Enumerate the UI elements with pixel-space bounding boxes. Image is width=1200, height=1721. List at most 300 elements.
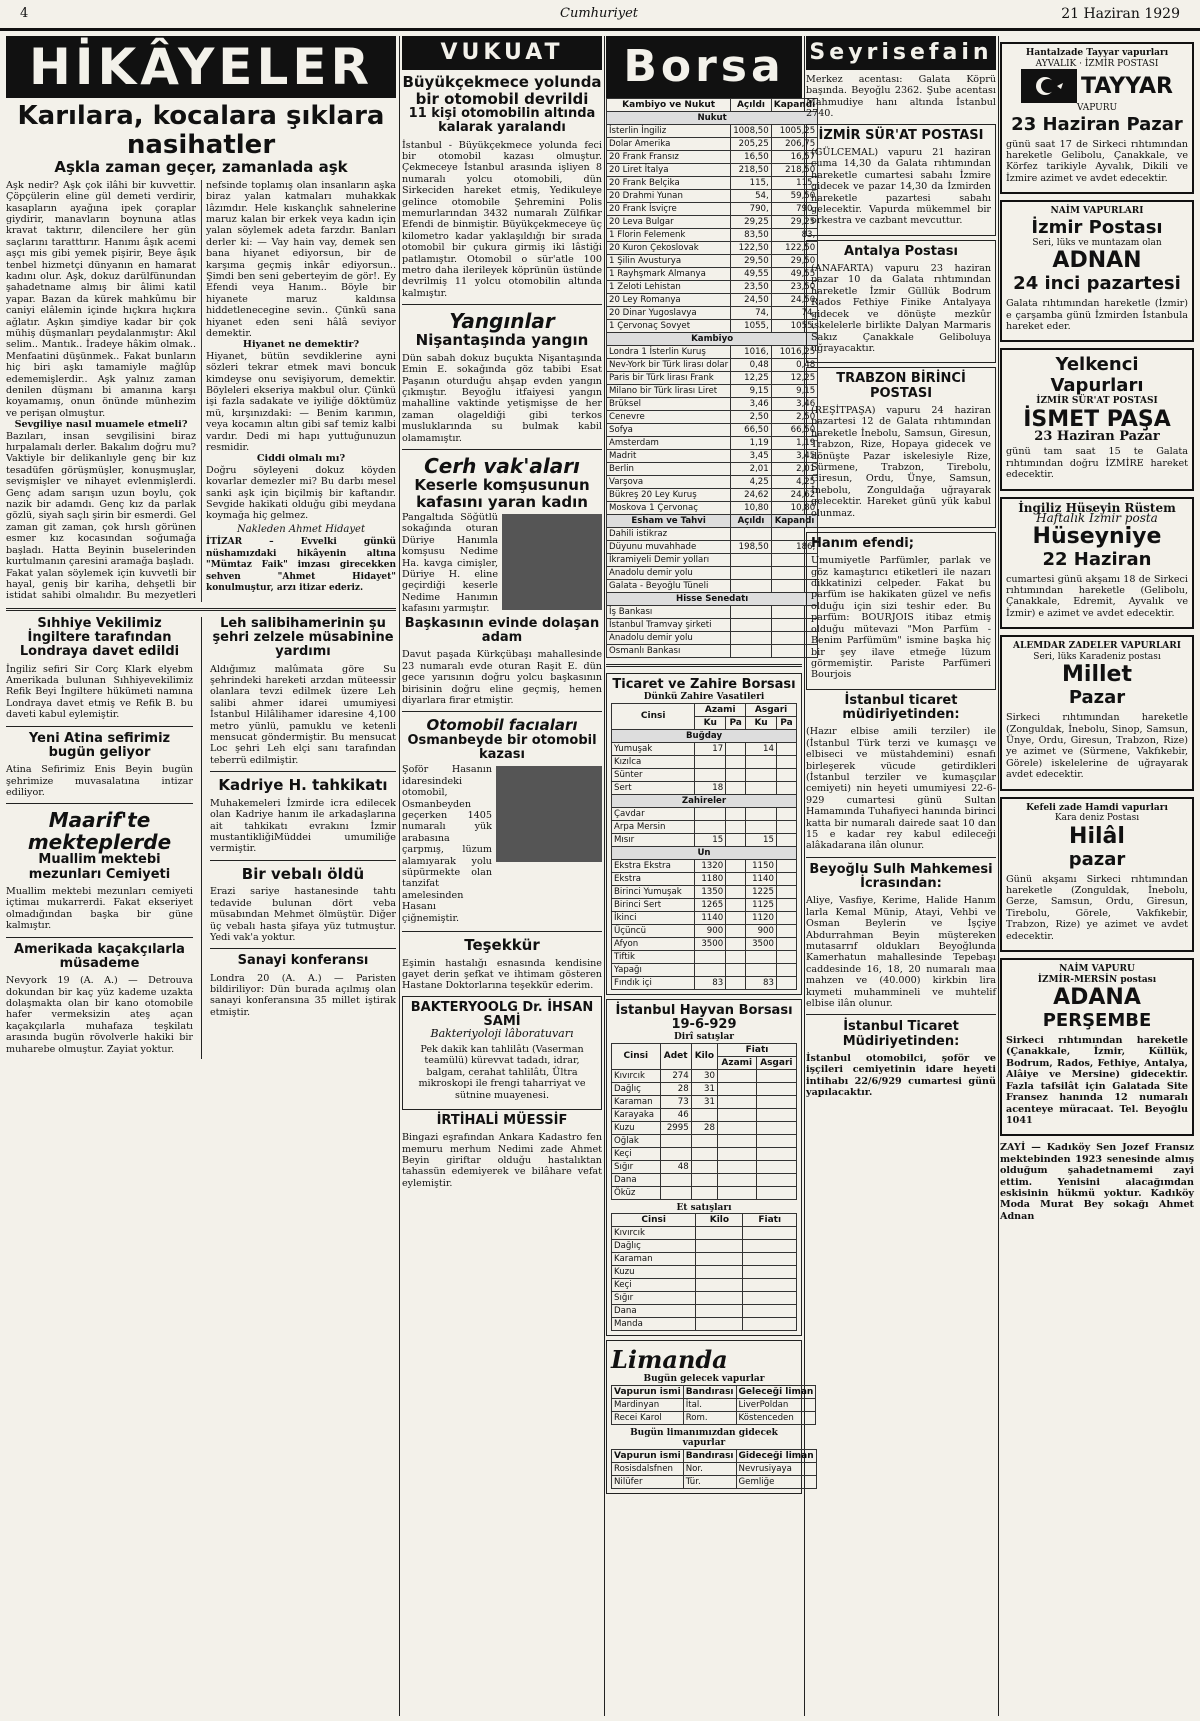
table-row <box>612 1318 797 1331</box>
news-headline: Otomobil facıaları <box>426 716 578 735</box>
table-cell: 0,48 <box>771 359 818 372</box>
col-header: Geleceği liman <box>736 1385 816 1398</box>
huseyniye-ad <box>1000 497 1194 630</box>
table-cell: Hisse Senedatı <box>607 593 818 606</box>
table-row <box>612 1462 817 1475</box>
table-cell: Nukut <box>607 112 818 125</box>
news-text: Erazi sariye hastanesinde tahtı tedavide bulunan dört veba müsabından Mehmet ölmüştür. Diğer üç vebalı hasta şifaya yüz tutmuştur. Yedi vak'a yoktur. <box>209 886 396 943</box>
table-cell: Kızılca <box>612 755 695 768</box>
table-row <box>607 203 818 216</box>
table-row <box>607 125 818 138</box>
story-question: Sevgiliye nasıl muamele etmeli? <box>14 419 188 431</box>
news-text: Şoför Hasanın idaresindeki otomobil, Osmanbeyden geçerken 1405 numaralı yük arabasına çarpmış, lüzum alamıyarak yolu süpürmekte olan tanzifat amelesinden Hasanı çiğnemiştir. <box>402 764 492 924</box>
ad-text: Sirkeci rıhtımından hareketle (Zonguldak, İnebolu, Sinop, Samsun, Ünye, Ordu, Giresun, Trabzon, Rize) ye azimet ve (Sürmene, Vakfıkebir, Görele) iskelelerine de uğrayarak avdet edecektir. <box>1006 712 1188 781</box>
table-cell: Anadolu demir yolu <box>607 632 731 645</box>
table-cell <box>756 1186 796 1199</box>
table-cell: 46 <box>660 1108 691 1121</box>
table-cell: 1120 <box>746 911 777 924</box>
table-cell: 29,25 <box>731 216 772 229</box>
table-cell: 31 <box>691 1095 717 1108</box>
col-subheader: Azami <box>717 1056 756 1069</box>
table-cell: 14 <box>746 742 777 755</box>
news-headline: Cerh vak'aları <box>424 454 580 479</box>
table-cell: 23,50 <box>771 281 818 294</box>
table-cell: 20 Frank İsviçre <box>607 203 731 216</box>
table-cell: 9,15 <box>771 385 818 398</box>
table-row <box>612 885 797 898</box>
notice-text: (REŞİTPAŞA) vapuru 24 haziran pazartesi 12 de Galata rıhtımından hareketle İnebolu, Samsun, Giresun, Trabzon, Rize, Hopaya gidecek ve dönüşte Pazar iskelesiyle Rize, Sürmene, Trabzon, Tirebolu, Giresun, Ordu, Ünye, Samsun, İnebolu, Zonguldağa uğrayarak gelecektir. Hareket günü yük kabul olunmaz. <box>811 404 991 519</box>
table-row <box>612 1411 816 1424</box>
table-cell: Dana <box>612 1305 696 1318</box>
table-cell: Dana <box>612 1173 661 1186</box>
table-cell <box>691 1134 717 1147</box>
hayvan-table <box>611 1043 797 1200</box>
table-cell: 48 <box>660 1160 691 1173</box>
notice-text: İstanbul otomobilci, şoför ve işçileri cemiyetinin idare heyeti intihabı 22/6/929 cumartesi günü yapılacaktır. <box>806 1053 996 1099</box>
vukuat-column <box>402 36 602 1716</box>
table-section-row <box>612 846 797 859</box>
table-cell <box>726 937 746 950</box>
news-headline: Leh salibihamerinin şu şehri zelzele müsabinine yardımı <box>212 615 394 660</box>
table-cell <box>746 755 777 768</box>
news-headline: Maarif'te mekteplerde <box>27 808 172 855</box>
table-cell: 20 Kuron Çekoslovak <box>607 242 731 255</box>
ad-route: İZMİR-MERSİN postası <box>1037 974 1157 985</box>
table-cell: 3,46 <box>731 398 772 411</box>
ad-route: Haftalık İzmir posta <box>1036 511 1158 526</box>
table-cell <box>776 820 796 833</box>
story-paragraph: Fakat yalan söylemek için kuvvetli bir hayal, geniş bir kariha, dehşetli bir istidat sahibi olmalıdır. Bu mezyetleri nefsinde toplamış olan insanların aşka biraz yalan katmaları muhakkak lâzımdır. Hele kıskançlık sahnelerine maruz kalan bir erkek veya kadın için yalan söylemek adeta farzdır. Banları derler ki: — Vay hain vay, demek sen bana hiyanet ediyorsun, bir de karşıma geçmiş inkâr ediyorsun.. Şimdi ben seni geberteyim de gör!. Ey Efendi veya Hanım.. Böyle bir hiyanete maruz kaldınsa hiddetlenecegine sevin.. Çünkü sana hiyanet eden seni hâlâ seviyor demektir. <box>6 179 396 602</box>
zahire-table <box>611 703 797 990</box>
table-cell <box>726 872 746 885</box>
table-section-row <box>607 593 818 606</box>
table-cell <box>746 781 777 794</box>
table-cell: 2,50 <box>771 411 818 424</box>
table-cell: 2,01 <box>731 463 772 476</box>
table-cell: 10,80 <box>731 502 772 515</box>
arriving-ships-table <box>611 1385 816 1425</box>
table-cell: 30 <box>691 1069 717 1082</box>
table-cell: Kıvırcık <box>612 1069 661 1082</box>
ad-ship-name: Hilâl <box>1069 823 1125 849</box>
table-cell <box>776 885 796 898</box>
table-row <box>607 216 818 229</box>
table-cell: 790, <box>771 203 818 216</box>
table-cell <box>756 1134 796 1147</box>
table-cell: 17 <box>695 742 726 755</box>
col-header: Vapurun ismi <box>612 1449 684 1462</box>
table-cell: 206,75 <box>771 138 818 151</box>
table-cell: Esham ve Tahvi <box>607 515 731 528</box>
table-cell <box>743 1292 797 1305</box>
table-cell <box>776 768 796 781</box>
adana-ad <box>1000 958 1194 1136</box>
table-cell: Buğday <box>612 729 797 742</box>
table-row <box>607 372 818 385</box>
ad-company: Yelkenci Vapurları <box>1050 354 1144 397</box>
table-cell: Londra 1 İsterlin Kuruş <box>607 346 731 359</box>
table-row <box>607 138 818 151</box>
ad-company: Hantalzade Tayyar vapurları <box>1025 48 1169 58</box>
story-correction: İTİZAR – Evvelki günkü nüshamızdaki hikâyenin altına "Mümtaz Faik" imzası girecekken sehven "Ahmet Hidayet" konulmuştur, arzı itizar ederiz. <box>206 537 396 593</box>
table-row <box>607 567 818 580</box>
notice-title: TRABZON BİRİNCİ POSTASI <box>836 371 966 401</box>
table-cell: 115, <box>771 177 818 190</box>
col-header: Bandırası <box>683 1385 736 1398</box>
table-cell: Dağlıç <box>612 1240 696 1253</box>
news-text: Nevyork 19 (A. A.) — Detrouva dokundan bir kaç yüz kademe uzakta dolaşmakta olan bir kano otomobile hafer vermeksizin ateş açan kaçakçılarla muhafaza teşkilatı arasında bugün rövolverle hakiki bir muharebe olmuştur. Zayiat yoktur. <box>6 975 193 1055</box>
table-cell <box>756 1082 796 1095</box>
table-cell: 20 Dinar Yugoslavya <box>607 307 731 320</box>
table-cell: Kapandı <box>771 515 818 528</box>
table-section-row <box>612 794 797 807</box>
col-header: Adet <box>660 1043 691 1069</box>
story-body <box>6 180 396 602</box>
table-cell <box>726 833 746 846</box>
table-row <box>607 424 818 437</box>
table-cell: 20 Leva Bulgar <box>607 216 731 229</box>
news-headline: Büyükçekmece yolunda bir otomobil devrildi <box>402 73 602 108</box>
table-section-row <box>607 112 818 125</box>
table-cell <box>717 1082 756 1095</box>
col-header: Fiatı <box>743 1214 797 1227</box>
table-cell: 29,25 <box>771 216 818 229</box>
table-row <box>612 1279 797 1292</box>
table-cell: 1008,50 <box>731 125 772 138</box>
table-cell <box>660 1173 691 1186</box>
news-headline: Yangınlar <box>449 309 555 334</box>
table-row <box>612 807 797 820</box>
table-row <box>607 294 818 307</box>
table-cell: Varşova <box>607 476 731 489</box>
table-row <box>607 645 818 658</box>
table-row <box>612 924 797 937</box>
ad-company: ALEMDAR ZADELER VAPURLARI <box>1013 641 1181 652</box>
news-text: Muhakemeleri İzmirde icra edilecek olan Kadriye hanım ile arkadaşlarına ait tahkikatı evrakını İzmir mustantikliğiMüddei umumiliğe vermiştir. <box>209 797 396 855</box>
table-cell: Birinci Sert <box>612 898 695 911</box>
table-row <box>612 1069 797 1082</box>
table-cell <box>776 859 796 872</box>
table-cell: 4,25 <box>771 476 818 489</box>
divider <box>806 1014 996 1015</box>
table-cell <box>726 742 746 755</box>
notice-title: Beyoğlu Sulh Mahkemesi İcrasından: <box>809 861 993 892</box>
news-subheadline: 11 kişi otomobilin altında kalarak yaralandı <box>408 106 596 136</box>
table-cell: İsterlin İngiliz <box>607 125 731 138</box>
table-cell <box>776 898 796 911</box>
col-header: Cinsi <box>612 703 695 729</box>
table-cell: 900 <box>695 924 726 937</box>
news-subheadline: Muallim mektebi mezunları Cemiyeti <box>28 852 171 882</box>
table-cell: Dahili istikraz <box>607 528 731 541</box>
table-cell <box>756 1108 796 1121</box>
table-cell: 1016,25 <box>771 346 818 359</box>
table-cell <box>776 781 796 794</box>
table-cell: 3,45 <box>771 450 818 463</box>
divider <box>210 860 396 861</box>
table-cell: 9,15 <box>731 385 772 398</box>
table-cell: 20 Frank Belçika <box>607 177 731 190</box>
table-cell <box>695 768 726 781</box>
table-cell: Mısır <box>612 833 695 846</box>
ad-route: Seri, lüks Karadeniz postası <box>1033 651 1161 662</box>
izmir-post-box <box>806 124 996 236</box>
table-row <box>607 489 818 502</box>
ad-title: BAKTERYOOLG Dr. İHSAN SAMİ <box>410 999 594 1030</box>
news-text: Muallim mektebi mezunları cemiyeti içtimaı mukarrerdi. Fakat ekseriyet olmadığından başka bir güne kalmıştır. <box>6 886 193 932</box>
table-cell: 83,50 <box>731 229 772 242</box>
ad-subtitle: Bakteriyoloji lâboratuvarı <box>430 1027 574 1041</box>
ad-ship-name: Hüseyniye <box>1032 523 1162 549</box>
news-text: Dün sabah dokuz buçukta Nişantaşında Emin E. sokağında göz tabibi Esat Paşanın oturduğu ahşap evden yangın çıkmıştır. Beyoğlu itfaiyesi yangın mahalline vaktinde yetişmişse de her zaman olageldiği gibi terkos musluklarında su bulmak kabil olamamıştır. <box>402 352 602 444</box>
news-subheadline: Başkasının evinde dolaşan adam <box>404 615 600 645</box>
table-cell: 20 Drahmi Yunan <box>607 190 731 203</box>
table-cell: Sünter <box>612 768 695 781</box>
table-cell: 4,25 <box>731 476 772 489</box>
photo-image <box>496 766 602 862</box>
hayvan-subtitle: Dirî satışlar <box>673 1032 735 1043</box>
table-cell: İş Bankası <box>607 606 731 619</box>
table-cell: 16,57 <box>771 151 818 164</box>
table-cell <box>696 1279 743 1292</box>
table-cell <box>717 1134 756 1147</box>
table-row <box>612 1134 797 1147</box>
table-cell: Düyunu muvahhade <box>607 541 731 554</box>
table-cell: Manda <box>612 1318 696 1331</box>
story-question: Hiyanet ne demektir? <box>242 339 360 351</box>
table-cell: Bükreş 20 Ley Kuruş <box>607 489 731 502</box>
table-cell <box>696 1240 743 1253</box>
table-cell: 1125 <box>746 898 777 911</box>
news-text: İstanbul - Büyükçekmece yolunda feci bir otomobil kazası olmuştur. Çekmeceye İstanbul arasında işliyen 8 numaralı yolcu otomobili, dün Sirkeciden hareket etmiş, Yedikuleye gelince otomobile Şehremini Polis memurlarından 3432 numaralı Zülfikar Efendi de binmiştir. Büyükçekmeceye üç kilometro kadar yaklaşıldığı bir sırada otomobil bir çukura girmiş iki lâstiği patlamıştır. Otomobil o sür'atle 100 metro daha ilerileyek köprünün üstünde devrilmiş 11 yolcu otomobilin altında kalmıştır. <box>402 139 602 299</box>
table-cell: 1140 <box>695 911 726 924</box>
millet-ad <box>1000 635 1194 790</box>
table-cell <box>726 781 746 794</box>
story-paragraph: Doğru söyleyeni dokuz köyden kovarlar demezler mi? Bu darbı mesel sanki aşk için biçilmiş bir kaftandır. Sevgide hakikati olduğu gibi meydana koymağa hiç gelmez. <box>206 464 396 522</box>
table-cell: Kuzu <box>612 1266 696 1279</box>
table-cell: 28 <box>691 1121 717 1134</box>
col-header: Cinsi <box>612 1214 696 1227</box>
photo-story <box>402 762 602 926</box>
table-cell: 20 Liret İtalya <box>607 164 731 177</box>
table-cell <box>696 1227 743 1240</box>
table-cell: 274 <box>660 1069 691 1082</box>
table-cell <box>776 924 796 937</box>
news-headline: Sıhhiye Vekilimiz İngiltere tarafından Londraya davet edildi <box>19 615 180 660</box>
story-paragraph: Bazıları, insan sevgilisini biraz hırpalamalı derler. Bakalım doğru mu? Vaktiyle bir delikanlıyle genç bir kız tesadüfen görüşmüşler, konuşmuşlar, sevişmişler ve nihayet evlenmişlerdi. Genç adam sarışın uzun boylu, çok nazik bir adamdı. Genç kız da parlak gözlü, siyah saçlı şirin bir esmerdi. Gel zaman git zaman, çok hırslı görünen esmer kız kocasından soğumağa başladı. Hatta Beyinin buselerinden kurtulmanın çaresini aramağa başladı. <box>6 430 196 568</box>
table-cell <box>726 768 746 781</box>
notice-text: (GÜLCEMAL) vapuru 21 haziran cuma 14,30 da Galata rıhtımından hareketle cumartesi sabahı İzmire gidecek ve pazar 14,30 da İzmirden hareketle pazartesi sabahı gelecektir. Vapurda mükemmel bir orkestra ve cazbant mevcuttur. <box>811 146 991 227</box>
ad-text: günü saat 17 de Sirkeci rıhtımından hareketle Gelibolu, Çanakkale, ve Körfez tarikiyle Ayvalık, Dikili ve İzmire azimet ve avdet edecektir. <box>1006 138 1188 184</box>
table-row <box>612 1082 797 1095</box>
table-cell <box>717 1173 756 1186</box>
news-left <box>6 617 193 1059</box>
notice-text: Merkez acentası: Galata Köprü başında. Beyoğlu 2362. Şube acentası Mahmudiye hanı altında İstanbul 2740. <box>806 74 996 120</box>
table-cell: Çavdar <box>612 807 695 820</box>
table-row <box>612 976 797 989</box>
table-cell <box>695 963 726 976</box>
table-cell <box>726 963 746 976</box>
table-cell: 186, <box>771 541 818 554</box>
table-row <box>612 1186 797 1199</box>
table-cell: Cenevre <box>607 411 731 424</box>
table-row <box>607 320 818 333</box>
news-headline: Kadriye H. tahkikatı <box>218 776 388 795</box>
table-cell: Tiftik <box>612 950 695 963</box>
ad-title: Hanım efendi; <box>811 535 914 551</box>
section-rule <box>6 608 396 611</box>
table-cell: 3500 <box>695 937 726 950</box>
notice-title: İZMİR SÜR'AT POSTASI <box>818 127 984 143</box>
table-row <box>612 950 797 963</box>
divider <box>210 771 396 772</box>
ad-date: 23 Haziran Pazar <box>1011 113 1183 135</box>
table-row <box>612 1121 797 1134</box>
table-row <box>607 229 818 242</box>
table-cell <box>717 1108 756 1121</box>
table-cell: Nevrusiyaya <box>736 1462 816 1475</box>
table-cell <box>717 1095 756 1108</box>
news-subheadline: Osmanbeyde bir otomobil kazası <box>407 732 597 763</box>
ad-text: günü tam saat 15 te Galata rıhtımından doğru İZMİRE hareket edecektir. <box>1006 446 1188 481</box>
table-cell: Ekstra <box>612 872 695 885</box>
table-cell <box>743 1266 797 1279</box>
table-cell: 1350 <box>695 885 726 898</box>
issue-date: 21 Haziran 1929 <box>1061 6 1180 22</box>
table-cell: 1150 <box>746 859 777 872</box>
flag-icon <box>1021 69 1077 103</box>
divider <box>806 857 996 858</box>
col-header: Bandırası <box>683 1449 736 1462</box>
table-section-row <box>607 333 818 346</box>
ad-ship-row <box>1006 69 1188 103</box>
section-rule <box>606 664 802 667</box>
et-table <box>611 1213 797 1331</box>
divider <box>6 937 193 938</box>
adnan-ad <box>1000 200 1194 342</box>
table-cell: 1265 <box>695 898 726 911</box>
table-cell: 83 <box>695 976 726 989</box>
table-cell <box>731 528 772 541</box>
ad-route: Kara deniz Postası <box>1054 813 1140 824</box>
table-cell: Recei Karol <box>612 1411 684 1424</box>
ad-sub: Seri, lüks ve muntazam olan <box>1032 237 1162 248</box>
ad-company: Kefeli zade Hamdi vapurları <box>1026 802 1168 813</box>
table-row <box>612 1095 797 1108</box>
table-row <box>612 742 797 755</box>
table-cell: Madrit <box>607 450 731 463</box>
news-subheadline: Keserle komşusunun kafasını yaran kadın <box>414 476 590 511</box>
table-cell <box>743 1318 797 1331</box>
table-cell <box>731 619 772 632</box>
ad-ship-name: ADANA <box>1053 985 1141 1011</box>
col-subheader: Pa <box>776 716 796 729</box>
table-cell: Dağlıç <box>612 1082 661 1095</box>
divider <box>210 948 396 949</box>
table-row <box>612 755 797 768</box>
table-cell <box>726 898 746 911</box>
table-cell <box>717 1121 756 1134</box>
table-cell: Gemliğe <box>736 1475 816 1488</box>
photo-image <box>502 514 602 610</box>
table-cell <box>717 1160 756 1173</box>
news-text: Londra 20 (A. A.) — Paristen bildiriliyor: Dün burada açılmış olan sanayi konferansına 35 millet iştirak etmiştir. <box>209 972 396 1018</box>
table-row <box>607 307 818 320</box>
news-subheadline: Nişantaşında yangın <box>415 331 589 350</box>
table-cell: Keçi <box>612 1147 661 1160</box>
table-cell <box>717 1069 756 1082</box>
ad-ship-name: Millet <box>1062 662 1132 688</box>
table-cell: Üçüncü <box>612 924 695 937</box>
table-cell: 18 <box>695 781 726 794</box>
table-cell <box>731 645 772 658</box>
table-cell: İkramiyeli Demir yolları <box>607 554 731 567</box>
table-cell: 3,46 <box>771 398 818 411</box>
table-row <box>612 859 797 872</box>
table-cell: Karayaka <box>612 1108 661 1121</box>
table-cell: Afyon <box>612 937 695 950</box>
ad-text: Sirkeci rıhtımından hareketle (Çanakkale, İzmir, Küllük, Bodrum, Rados, Fethiye, Antalya, Alâiye ve Mersine) gidecektir. Fazla tafsilât için Galatada Site Fransez hanında 12 numaralı acenteye müracaat. Tel. Beyoğlu 1041 <box>1006 1035 1188 1126</box>
news-headline: Yeni Atina sefirimiz bugün geliyor <box>28 730 171 760</box>
table-row <box>607 619 818 632</box>
story-paragraph: Hiyanet, bütün sevdiklerine ayni sözleri tekrar etmek mavi boncuk kimdeyse onu sevişiyorum, demektir. Böyleleri ekseriya makbul olur. Çünkü işi fazla sadakate ve iyiliğe döktümüz mü, kırşınızdaki: — Benim karımın, veya kocamın altın gibi saf temiz kalbi vardır. Dedi mi hapı yuttuğunuzun resmidir. <box>206 350 396 454</box>
table-cell <box>696 1253 743 1266</box>
table-cell: Galata - Beyoğlu Tüneli <box>607 580 731 593</box>
hilal-ad <box>1000 797 1194 952</box>
news-headline: Amerikada kaçakçılarla müsademe <box>14 941 185 971</box>
table-cell <box>776 872 796 885</box>
column-rule <box>201 617 202 1059</box>
table-section-row <box>607 515 818 528</box>
lost-notice: ZAYİ — Kadıköy Sen Jozef Fransız mektebinden 1923 senesinde almış olduğum şahadetnamemi zayi ettim. Yenisini alacağımdan eskisinin hükmü yoktur. Kadıköy Moda Murat Bey sokağı Ahmet Adnan <box>1000 1142 1194 1222</box>
table-cell: 1 Zeloti Lehistan <box>607 281 731 294</box>
table-cell: 49,55 <box>771 268 818 281</box>
table-cell <box>726 950 746 963</box>
table-cell: Köstenceden <box>736 1411 816 1424</box>
table-cell: Un <box>612 846 797 859</box>
table-cell <box>691 1147 717 1160</box>
ad-date: 24 inci pazartesi <box>1013 273 1181 295</box>
table-cell: Nilüfer <box>612 1475 684 1488</box>
table-row <box>612 898 797 911</box>
table-row <box>607 463 818 476</box>
table-cell <box>696 1266 743 1279</box>
col-subheader: Asgari <box>756 1056 796 1069</box>
table-cell: 1 Şilin Avusturya <box>607 255 731 268</box>
ad-date: Pazar <box>1068 687 1126 709</box>
col-header: Gideceği liman <box>736 1449 816 1462</box>
table-cell: 900 <box>746 924 777 937</box>
table-row <box>607 281 818 294</box>
table-cell: Amsterdam <box>607 437 731 450</box>
publication-name: Cumhuriyet <box>560 6 639 21</box>
table-cell <box>691 1173 717 1186</box>
table-row <box>607 502 818 515</box>
ad-text: Galata rıhtımından hareketle (İzmir) e çarşamba günü İzmirden İstanbula hareket eder. <box>1006 298 1188 332</box>
table-row <box>612 1147 797 1160</box>
seyrisefain-column <box>806 36 996 1716</box>
story-paragraph: Aşk nedir? Aşk çok ilâhi bir kuvvettir. Çöpçülerin eline gül demeti verdirir, kasapların ayağına ipek çoraplar giydirir, manavların boynuna atlas kravat taktırır, dilencilere her gün saçlarını taratttırır. Hanımı âşık acemi aşçı mis gibi yemek pişirir, Beye âşık tenbel hizmetçi dünyanın en hamarat kadını olur. Aşk, dokuz darülfünundan şahadetname almış bir âlimi katil yapar. Bazan da kürek mahkûmu bir caniyi elâlemin içinde hıçkıra hıçkıra ağlatır. Aşkın şimdiye kadar bir çok mühiş düşmanları peydalanmıştır: Akıl selim.. Mantık.. İradeye hâkim olmak.. Menfaatini düşünmek.. Fakat bunların hiç biri aşkı tamamiyle mağlûp edememişlerdir.. Aşk yalnız zaman denilen düşmanı bi amanına karşı koyamamış, onun önünde münhezim ve perişan olmuştur. <box>6 179 196 419</box>
vukuat-masthead: VUKUAT <box>402 36 602 70</box>
table-cell: 1016, <box>731 346 772 359</box>
ad-ship-name: TAYYAR <box>1081 73 1173 99</box>
table-cell <box>746 820 777 833</box>
table-cell <box>726 885 746 898</box>
news-headline: Sanayi konferansı <box>237 953 369 969</box>
table-cell: 24,50 <box>771 294 818 307</box>
table-cell: 1140 <box>746 872 777 885</box>
table-cell <box>746 963 777 976</box>
